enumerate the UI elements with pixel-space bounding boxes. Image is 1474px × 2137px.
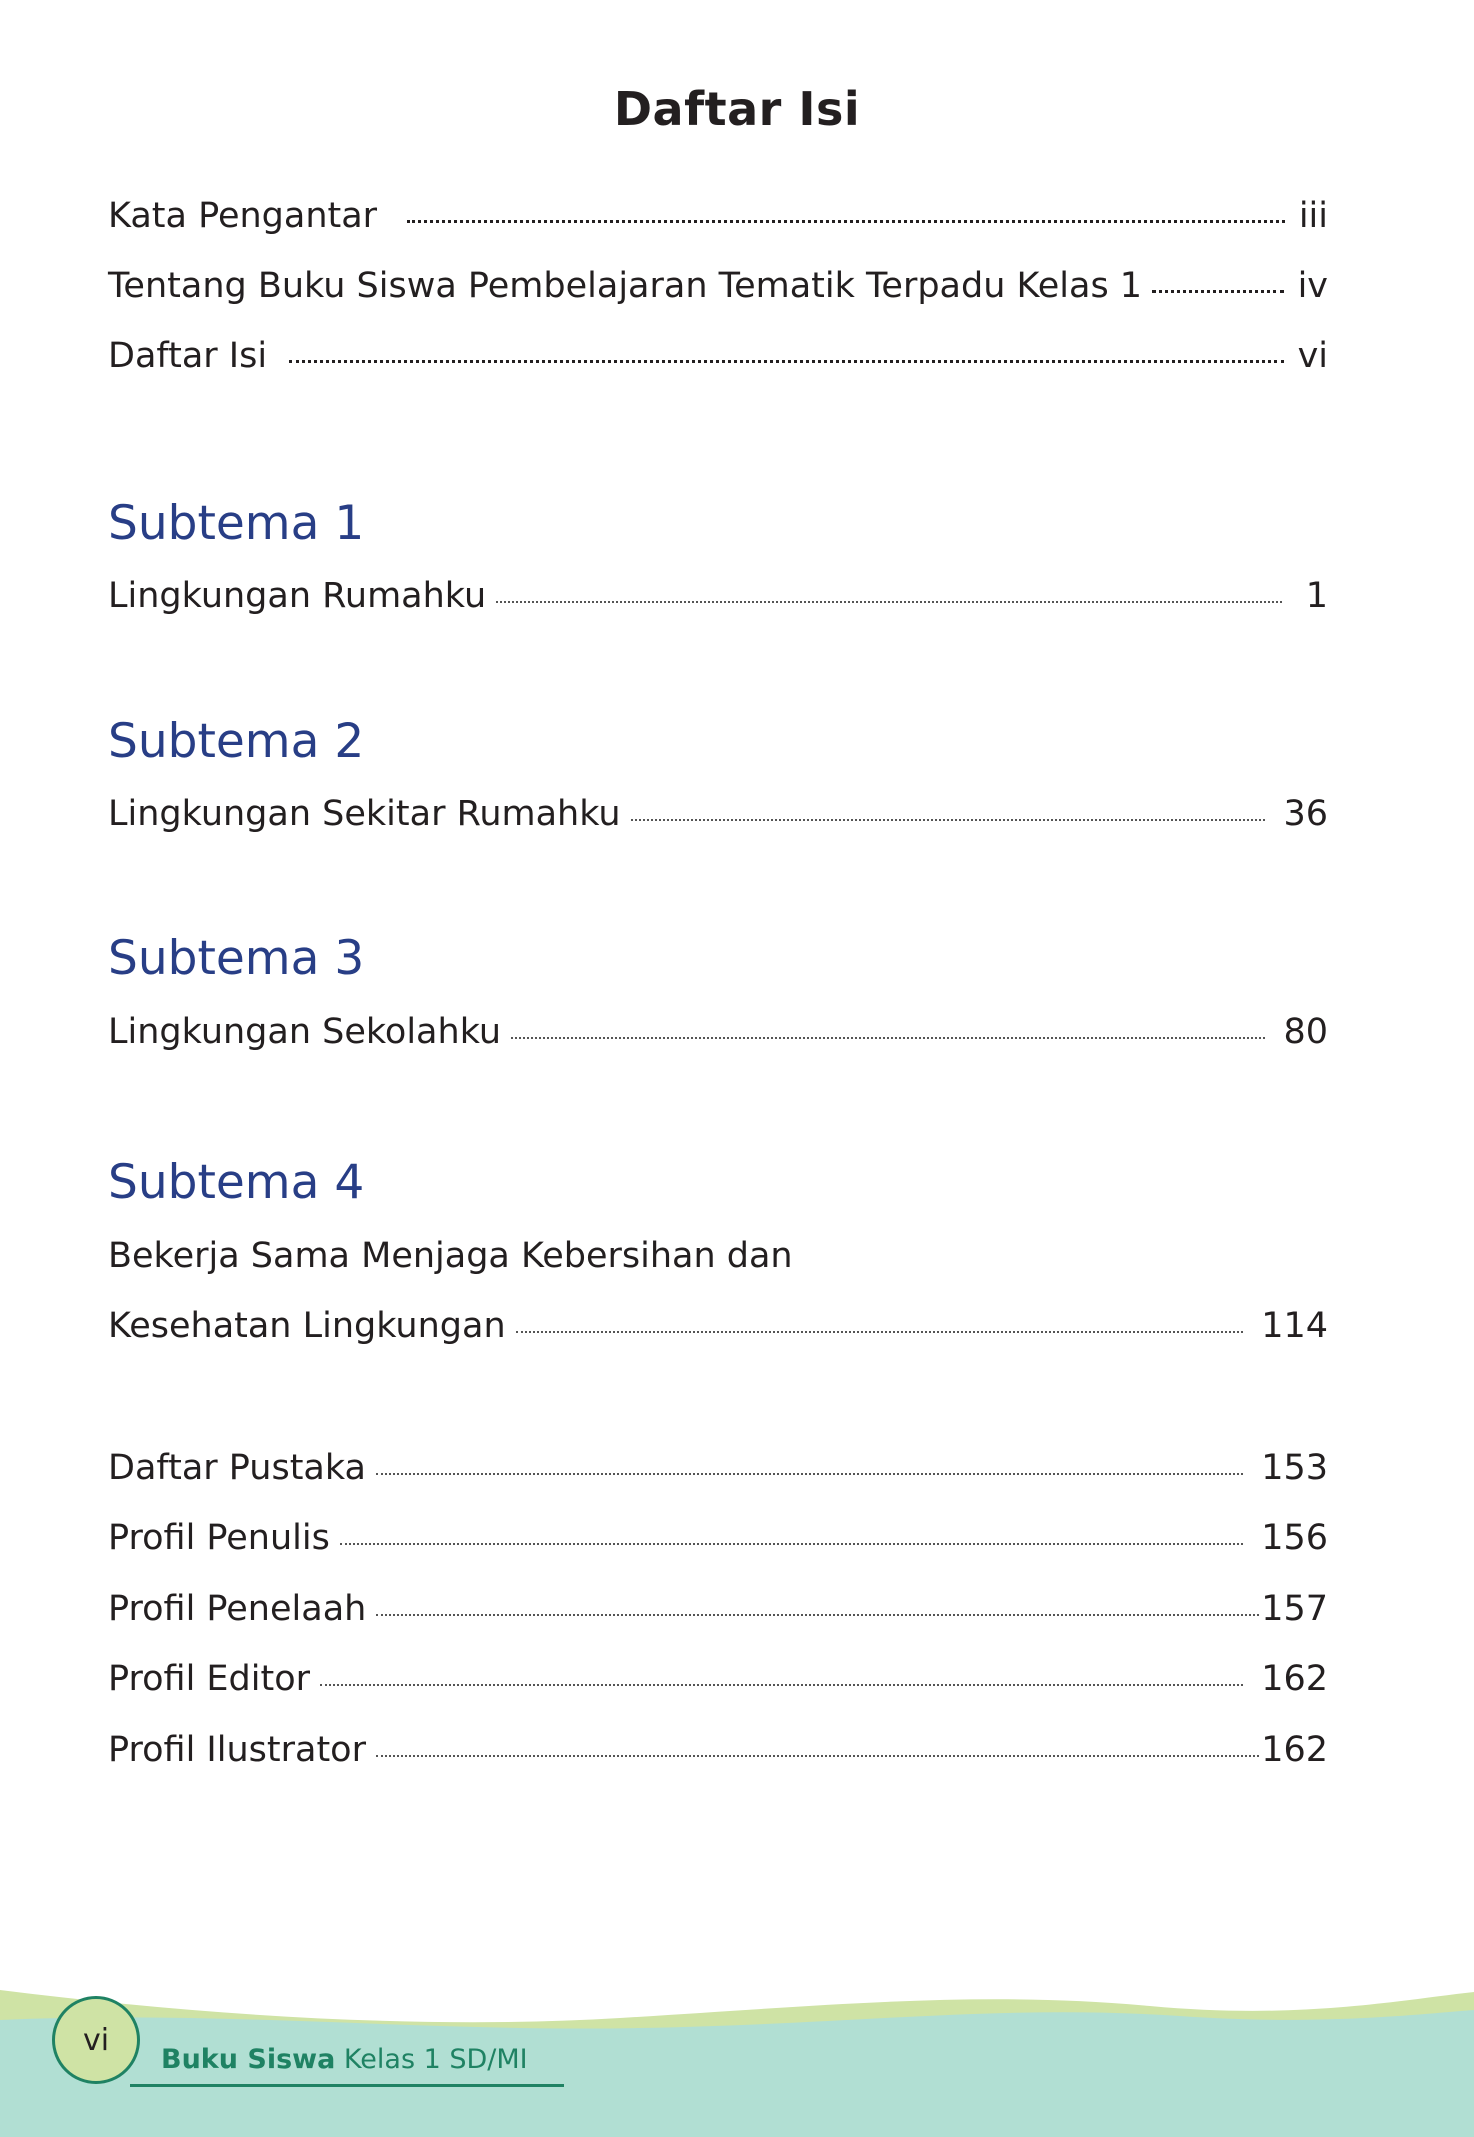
subtema-heading-3: Subtema 3 — [108, 931, 365, 986]
toc-page-number: 36 — [1283, 794, 1328, 834]
toc-entry-label: Daftar Isi — [108, 336, 268, 376]
toc-entry-profil-editor[interactable] — [108, 1659, 1328, 1707]
dot-leader — [320, 1684, 1243, 1686]
dot-leader — [340, 1543, 1243, 1545]
dot-leader — [376, 1755, 1259, 1757]
toc-entry-profil-penulis[interactable] — [108, 1518, 1328, 1566]
toc-page-number: 156 — [1261, 1518, 1328, 1558]
subtema-heading-4: Subtema 4 — [108, 1155, 365, 1210]
toc-entry-kata-pengantar[interactable] — [108, 196, 1328, 244]
toc-entry-label: Lingkungan Sekitar Rumahku — [108, 794, 621, 834]
footer-book-title-bold: Buku Siswa — [161, 2044, 336, 2075]
page-number-badge — [52, 1996, 140, 2084]
toc-entry-label: Daftar Pustaka — [108, 1448, 366, 1488]
toc-page-number: iii — [1298, 196, 1328, 236]
dot-leader — [289, 360, 1283, 363]
dot-leader — [496, 601, 1282, 603]
toc-page-number: vi — [1297, 336, 1328, 376]
dot-leader — [376, 1473, 1243, 1475]
dot-leader — [516, 1331, 1244, 1333]
toc-page-number: 157 — [1261, 1589, 1328, 1629]
toc-page-number: 162 — [1261, 1659, 1328, 1699]
toc-entry-subtema-1[interactable] — [108, 576, 1328, 624]
dot-leader — [631, 819, 1266, 821]
toc-entry-label: Lingkungan Rumahku — [108, 576, 487, 616]
toc-entry-label: Profil Penulis — [108, 1518, 330, 1558]
toc-entry-daftar-pustaka[interactable] — [108, 1448, 1328, 1496]
page-title: Daftar Isi — [613, 82, 861, 136]
toc-page-number: 162 — [1261, 1730, 1328, 1770]
dot-leader — [511, 1037, 1265, 1039]
toc-entry-label: Profil Ilustrator — [108, 1730, 366, 1770]
toc-page-number: 1 — [1305, 576, 1328, 616]
subtema-heading-1: Subtema 1 — [108, 496, 365, 551]
dot-leader — [407, 220, 1285, 223]
toc-entry-label: Kesehatan Lingkungan — [108, 1306, 506, 1346]
toc-entry-label: Profil Editor — [108, 1659, 311, 1699]
toc-entry-subtema-4-line1[interactable]: Bekerja Sama Menjaga Kebersihan dan — [108, 1236, 793, 1276]
footer-underline — [130, 2084, 564, 2087]
dot-leader — [1152, 290, 1283, 293]
toc-entry-label: Kata Pengantar — [108, 196, 378, 236]
page-number: vi — [82, 2022, 110, 2058]
toc-entry-tentang-buku[interactable] — [108, 266, 1328, 314]
toc-entry-subtema-4[interactable] — [108, 1306, 1328, 1354]
toc-entry-label: Profil Penelaah — [108, 1589, 367, 1629]
toc-entry-label: Tentang Buku Siswa Pembelajaran Tematik Terpadu Kelas 1 — [108, 266, 1143, 306]
toc-page-number: 114 — [1261, 1306, 1328, 1346]
toc-entry-profil-penelaah[interactable] — [108, 1589, 1328, 1637]
toc-page-number: 80 — [1283, 1012, 1328, 1052]
toc-entry-label: Lingkungan Sekolahku — [108, 1012, 502, 1052]
dot-leader — [376, 1614, 1259, 1616]
toc-entry-profil-ilustrator[interactable] — [108, 1730, 1328, 1778]
toc-page-number: iv — [1297, 266, 1328, 306]
subtema-heading-2: Subtema 2 — [108, 714, 365, 769]
toc-entry-subtema-2[interactable] — [108, 794, 1328, 842]
footer-book-title — [161, 2044, 528, 2075]
toc-page-number: 153 — [1261, 1448, 1328, 1488]
toc-entry-daftar-isi[interactable] — [108, 336, 1328, 384]
footer-book-subtitle: Kelas 1 SD/MI — [343, 2044, 528, 2075]
toc-entry-subtema-3[interactable] — [108, 1012, 1328, 1060]
